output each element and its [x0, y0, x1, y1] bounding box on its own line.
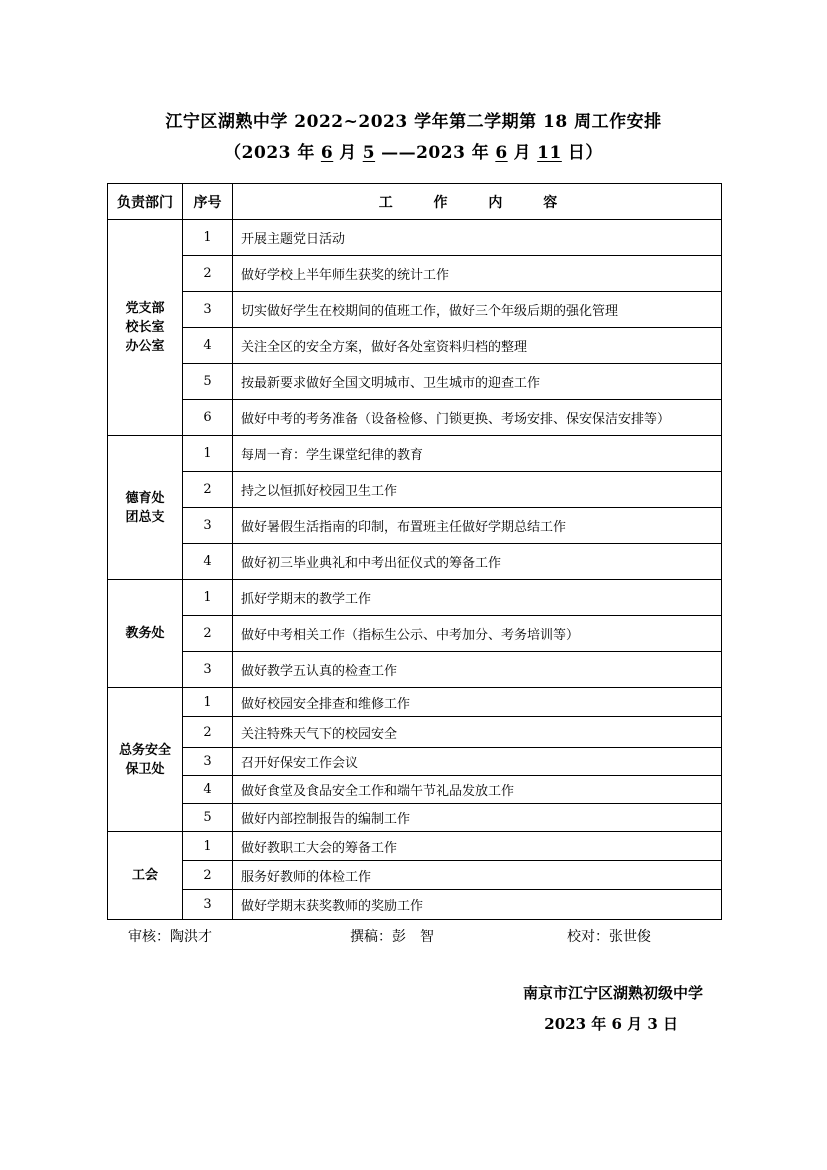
- issue-date: 2023 年 6 月 3 日: [544, 1015, 678, 1033]
- table-row: [108, 832, 722, 861]
- row-number: 5: [183, 804, 233, 832]
- table-row: [108, 292, 722, 328]
- month-char-2: 月: [513, 143, 532, 163]
- dept-line: 工会: [131, 868, 158, 883]
- dept-cell: [108, 436, 183, 580]
- dept-cell: [108, 220, 183, 436]
- dept-line: 教务处: [125, 626, 165, 641]
- row-number: 3: [183, 890, 233, 920]
- task-text: 做好初三毕业典礼和中考出征仪式的筹备工作: [233, 544, 722, 580]
- task-text: 切实做好学生在校期间的值班工作，做好三个年级后期的强化管理: [233, 292, 722, 328]
- table-row: [108, 400, 722, 436]
- header-dept: 负责部门: [108, 184, 183, 220]
- table-row: [108, 544, 722, 580]
- table-row: [108, 256, 722, 292]
- month-char-1: 月: [339, 143, 357, 163]
- row-number: 2: [183, 717, 233, 748]
- row-number: 1: [183, 832, 233, 861]
- dept-line: 德育处: [125, 490, 165, 506]
- table-row: [108, 436, 722, 472]
- date-range-separator: ——2023 年: [381, 143, 490, 163]
- task-text: 做好暑假生活指南的印制，布置班主任做好学期总结工作: [233, 508, 722, 544]
- dept-cell: [108, 688, 183, 832]
- task-text: 关注特殊天气下的校园安全: [233, 717, 722, 748]
- document-title: 江宁区湖熟中学 2022~2023 学年第二学期第 18 周工作安排: [165, 112, 662, 132]
- task-text: 开展主题党日活动: [233, 220, 722, 256]
- table-row: [108, 688, 722, 717]
- school-name: 南京市江宁区湖熟初级中学: [522, 984, 703, 1002]
- task-text: 做好中考的考务准备（设备检修、门锁更换、考场安排、保安保洁安排等）: [233, 400, 722, 436]
- table-header-row: [108, 184, 722, 220]
- task-text: 做好教职工大会的筹备工作: [233, 832, 722, 861]
- row-number: 2: [183, 472, 233, 508]
- table-row: [108, 220, 722, 256]
- table-row: [108, 652, 722, 688]
- dept-line: 校长室: [125, 320, 165, 335]
- row-number: 3: [183, 292, 233, 328]
- row-number: 4: [183, 328, 233, 364]
- row-number: 1: [183, 580, 233, 616]
- task-text: 做好校园安全排查和维修工作: [233, 688, 722, 717]
- table-row: [108, 508, 722, 544]
- table-row: [108, 890, 722, 920]
- start-day: 5: [362, 143, 376, 163]
- task-text: 持之以恒抓好校园卫生工作: [233, 472, 722, 508]
- footer-signoff: [0, 926, 827, 948]
- row-number: 1: [183, 436, 233, 472]
- proofreader: 校对：张世俊: [567, 929, 651, 945]
- schedule-body: [108, 220, 722, 920]
- dept-line: 党支部: [125, 301, 165, 316]
- table-row: [108, 861, 722, 890]
- row-number: 2: [183, 861, 233, 890]
- dept-line: 保卫处: [125, 761, 165, 777]
- row-number: 3: [183, 748, 233, 776]
- task-text: 每周一育：学生课堂纪律的教育: [233, 436, 722, 472]
- row-number: 2: [183, 256, 233, 292]
- task-text: 关注全区的安全方案，做好各处室资料归档的整理: [233, 328, 722, 364]
- table-row: [108, 748, 722, 776]
- task-text: 召开好保安工作会议: [233, 748, 722, 776]
- start-month: 6: [320, 143, 334, 163]
- task-text: 做好食堂及食品安全工作和端午节礼品发放工作: [233, 776, 722, 804]
- task-text: 做好内部控制报告的编制工作: [233, 804, 722, 832]
- table-row: [108, 580, 722, 616]
- row-number: 2: [183, 616, 233, 652]
- table-row: [108, 328, 722, 364]
- row-number: 6: [183, 400, 233, 436]
- end-month: 6: [495, 143, 508, 163]
- author: 撰稿：彭 智: [350, 929, 434, 945]
- schedule-table: [107, 183, 722, 920]
- dept-cell: [108, 832, 183, 920]
- end-day: 11: [537, 143, 562, 163]
- task-text: 做好中考相关工作（指标生公示、中考加分、考务培训等）: [233, 616, 722, 652]
- table-row: [108, 804, 722, 832]
- table-row: [108, 717, 722, 748]
- task-text: 抓好学期末的教学工作: [233, 580, 722, 616]
- day-char: 日: [567, 143, 586, 163]
- date-range: [0, 138, 827, 163]
- dept-line: 办公室: [125, 339, 165, 354]
- header-content: 工 作 内 容: [233, 184, 722, 220]
- dept-line: 团总支: [125, 509, 165, 525]
- row-number: 1: [183, 688, 233, 717]
- table-row: [108, 472, 722, 508]
- task-text: 做好教学五认真的检查工作: [233, 652, 722, 688]
- header-no: 序号: [183, 184, 233, 220]
- table-row: [108, 616, 722, 652]
- row-number: 4: [183, 544, 233, 580]
- row-number: 4: [183, 776, 233, 804]
- table-row: [108, 776, 722, 804]
- task-text: 服务好教师的体检工作: [233, 861, 722, 890]
- task-text: 做好学校上半年师生获奖的统计工作: [233, 256, 722, 292]
- dept-cell: [108, 580, 183, 688]
- date-range-close: ）: [585, 143, 603, 163]
- row-number: 5: [183, 364, 233, 400]
- dept-line: 总务安全: [118, 742, 171, 758]
- row-number: 3: [183, 652, 233, 688]
- task-text: 做好学期末获奖教师的奖励工作: [233, 890, 722, 920]
- table-row: [108, 364, 722, 400]
- row-number: 1: [183, 220, 233, 256]
- reviewer: 审核：陶洪才: [128, 929, 212, 945]
- task-text: 按最新要求做好全国文明城市、卫生城市的迎查工作: [233, 364, 722, 400]
- row-number: 3: [183, 508, 233, 544]
- date-range-open: （2023 年: [224, 143, 315, 163]
